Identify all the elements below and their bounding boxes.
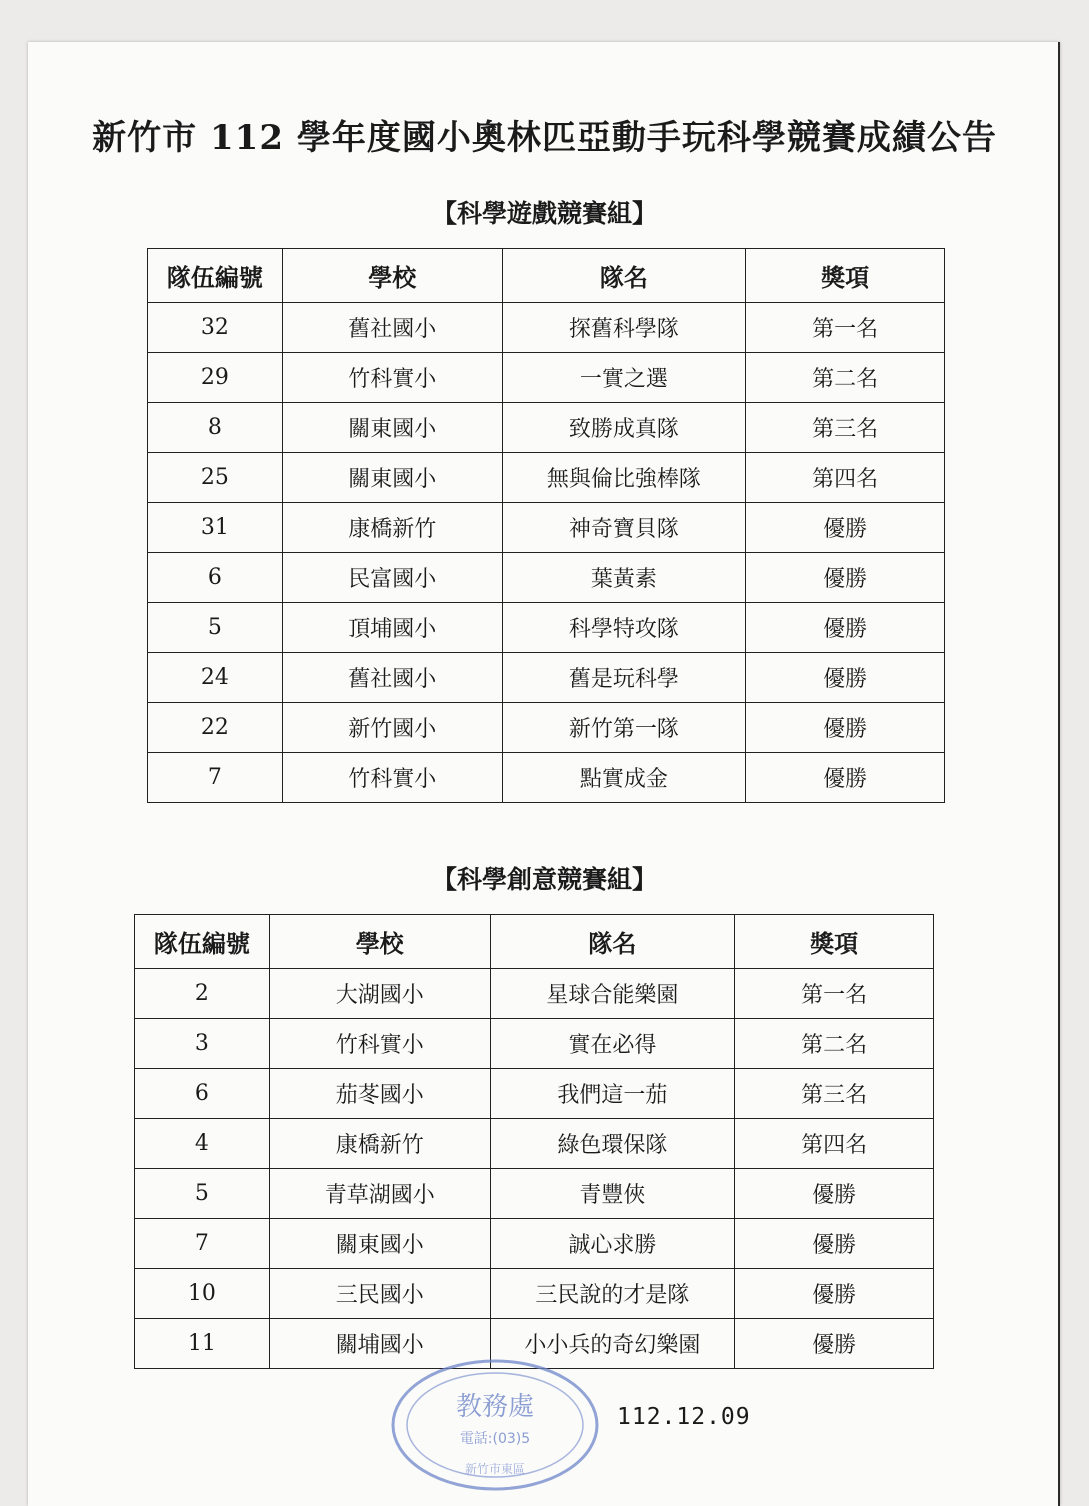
cell-school: 竹科實小 <box>282 353 502 403</box>
cell-award: 優勝 <box>735 1269 934 1319</box>
cell-award: 優勝 <box>746 553 945 603</box>
table-row <box>148 653 945 703</box>
cell-team-name: 葉黃素 <box>502 553 746 603</box>
table-row <box>148 453 945 503</box>
table-row <box>135 1069 934 1119</box>
cell-award: 優勝 <box>735 1219 934 1269</box>
table-row <box>148 303 945 353</box>
cell-award: 第三名 <box>746 403 945 453</box>
results-table-science-creativity <box>134 914 934 1369</box>
cell-team-no: 32 <box>148 303 283 353</box>
cell-team-no: 6 <box>135 1069 270 1119</box>
header-school: 學校 <box>282 249 502 303</box>
cell-award: 第二名 <box>746 353 945 403</box>
cell-team-no: 29 <box>148 353 283 403</box>
cell-team-name: 三民說的才是隊 <box>490 1269 735 1319</box>
cell-school: 新竹國小 <box>282 703 502 753</box>
table-row <box>148 553 945 603</box>
cell-school: 民富國小 <box>282 553 502 603</box>
cell-team-name: 綠色環保隊 <box>490 1119 735 1169</box>
cell-team-name: 致勝成真隊 <box>502 403 746 453</box>
table-row <box>135 1019 934 1069</box>
cell-team-no: 10 <box>135 1269 270 1319</box>
page-title: 新竹市 112 學年度國小奧林匹亞動手玩科學競賽成績公告 <box>92 118 997 158</box>
cell-school: 茄苳國小 <box>269 1069 490 1119</box>
cell-award: 第三名 <box>735 1069 934 1119</box>
table-header-row <box>135 915 934 969</box>
cell-team-name: 舊是玩科學 <box>502 653 746 703</box>
table-row <box>148 753 945 803</box>
cell-team-name: 青豐俠 <box>490 1169 735 1219</box>
cell-team-no: 22 <box>148 703 283 753</box>
table-row <box>135 1219 934 1269</box>
cell-team-name: 星球合能樂園 <box>490 969 735 1019</box>
cell-award: 優勝 <box>746 603 945 653</box>
cell-team-no: 3 <box>135 1019 270 1069</box>
cell-team-no: 5 <box>148 603 283 653</box>
header-award: 獎項 <box>735 915 934 969</box>
cell-team-no: 24 <box>148 653 283 703</box>
cell-award: 第一名 <box>746 303 945 353</box>
cell-award: 優勝 <box>746 703 945 753</box>
cell-team-no: 11 <box>135 1319 270 1369</box>
results-table-science-game <box>147 248 945 803</box>
table-row <box>148 703 945 753</box>
section-title-science-creativity: 【科學創意競賽組】 <box>431 865 657 894</box>
cell-team-name: 新竹第一隊 <box>502 703 746 753</box>
cell-school: 大湖國小 <box>269 969 490 1019</box>
table-row <box>148 403 945 453</box>
cell-award: 第二名 <box>735 1019 934 1069</box>
cell-award: 第四名 <box>746 453 945 503</box>
stamp-ring-text: 新竹市東區 <box>464 1462 526 1476</box>
cell-award: 優勝 <box>735 1169 934 1219</box>
cell-team-name: 探舊科學隊 <box>502 303 746 353</box>
cell-team-name: 實在必得 <box>490 1019 735 1069</box>
cell-school: 關埔國小 <box>269 1319 490 1369</box>
header-team-no: 隊伍編號 <box>135 915 270 969</box>
cell-school: 舊社國小 <box>282 303 502 353</box>
header-school: 學校 <box>269 915 490 969</box>
cell-school: 關東國小 <box>269 1219 490 1269</box>
cell-school: 舊社國小 <box>282 653 502 703</box>
cell-team-name: 誠心求勝 <box>490 1219 735 1269</box>
table-header-row <box>148 249 945 303</box>
cell-team-no: 7 <box>135 1219 270 1269</box>
section-title-science-game: 【科學遊戲競賽組】 <box>431 199 657 228</box>
cell-school: 頂埔國小 <box>282 603 502 653</box>
cell-team-no: 4 <box>135 1119 270 1169</box>
cell-team-name: 無與倫比強棒隊 <box>502 453 746 503</box>
table-row <box>135 1269 934 1319</box>
header-team-name: 隊名 <box>490 915 735 969</box>
header-award: 獎項 <box>746 249 945 303</box>
header-team-no: 隊伍編號 <box>148 249 283 303</box>
cell-team-no: 7 <box>148 753 283 803</box>
table-row <box>135 1119 934 1169</box>
cell-school: 關東國小 <box>282 453 502 503</box>
table-row <box>148 603 945 653</box>
cell-award: 優勝 <box>735 1319 934 1369</box>
stamp-text: 教務處 <box>455 1392 535 1422</box>
table-row <box>135 1169 934 1219</box>
cell-school: 青草湖國小 <box>269 1169 490 1219</box>
announcement-date: 112.12.09 <box>617 1404 751 1430</box>
official-seal-stamp <box>388 1355 603 1495</box>
cell-award: 優勝 <box>746 753 945 803</box>
cell-team-no: 5 <box>135 1169 270 1219</box>
cell-team-no: 8 <box>148 403 283 453</box>
cell-school: 竹科實小 <box>269 1019 490 1069</box>
cell-award: 第四名 <box>735 1119 934 1169</box>
cell-team-name: 科學特攻隊 <box>502 603 746 653</box>
cell-team-no: 31 <box>148 503 283 553</box>
table-row <box>148 503 945 553</box>
table-row <box>135 969 934 1019</box>
cell-team-name: 小小兵的奇幻樂園 <box>490 1319 735 1369</box>
cell-award: 優勝 <box>746 503 945 553</box>
stamp-phone: 電話:(03)5 <box>459 1431 531 1447</box>
cell-school: 康橋新竹 <box>269 1119 490 1169</box>
cell-team-no: 2 <box>135 969 270 1019</box>
table-row <box>148 353 945 403</box>
cell-school: 竹科實小 <box>282 753 502 803</box>
cell-team-name: 我們這一茄 <box>490 1069 735 1119</box>
header-team-name: 隊名 <box>502 249 746 303</box>
cell-school: 三民國小 <box>269 1269 490 1319</box>
cell-school: 關東國小 <box>282 403 502 453</box>
cell-award: 優勝 <box>746 653 945 703</box>
cell-team-name: 神奇寶貝隊 <box>502 503 746 553</box>
cell-team-name: 一實之選 <box>502 353 746 403</box>
cell-school: 康橋新竹 <box>282 503 502 553</box>
cell-team-no: 25 <box>148 453 283 503</box>
cell-team-name: 點實成金 <box>502 753 746 803</box>
cell-award: 第一名 <box>735 969 934 1019</box>
cell-team-no: 6 <box>148 553 283 603</box>
